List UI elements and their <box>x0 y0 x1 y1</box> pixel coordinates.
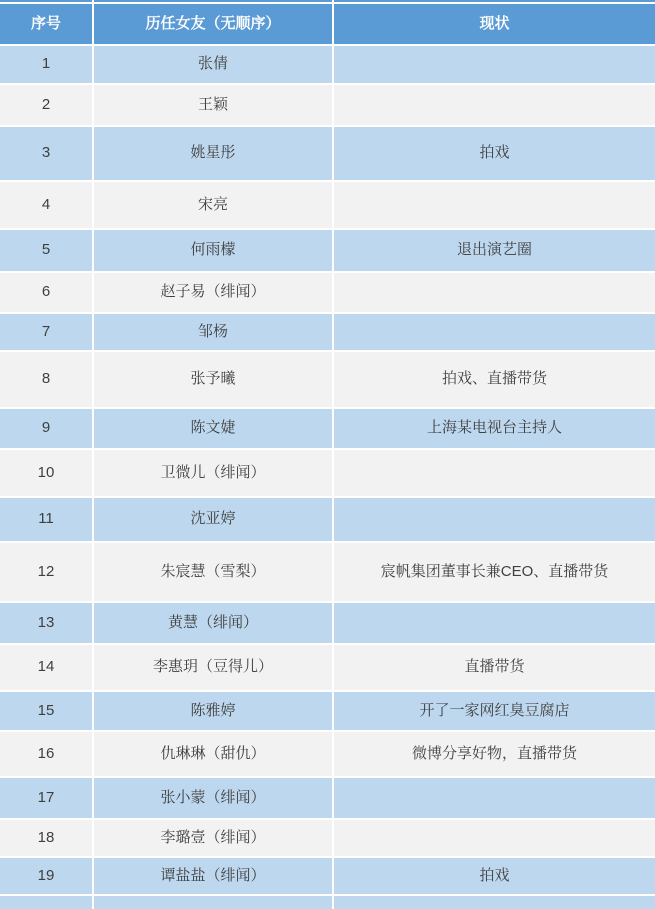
row-number-cell: 8 <box>0 352 94 409</box>
row-status-cell: 拍戏、直播带货 <box>334 352 655 409</box>
row-name-cell: 陈文婕 <box>94 409 334 450</box>
table-row <box>0 645 655 692</box>
row-status-cell <box>334 778 655 820</box>
header-cell-status: 现状 <box>334 4 655 46</box>
row-status-cell <box>334 85 655 127</box>
row-status-cell: 开了一家网红臭豆腐店 <box>334 692 655 732</box>
row-name-cell: 李璐壹（绯闻） <box>94 820 334 858</box>
table-row <box>0 314 655 352</box>
table-row <box>0 858 655 896</box>
row-name-cell: 姚星彤 <box>94 127 334 182</box>
row-number-cell: 14 <box>0 645 94 692</box>
row-number-cell: 6 <box>0 273 94 314</box>
row-number-cell: 1 <box>0 46 94 85</box>
row-name-cell: 谭盐盐（绯闻） <box>94 858 334 896</box>
table-row <box>0 603 655 645</box>
row-name-cell: 朱宸慧（雪梨） <box>94 543 334 603</box>
row-status-cell: 微博分享好物，直播带货 <box>334 732 655 778</box>
row-name-cell: 张予曦 <box>94 352 334 409</box>
row-status-cell <box>334 603 655 645</box>
row-status-cell <box>334 314 655 352</box>
row-name-cell: 邹杨 <box>94 314 334 352</box>
row-status-cell <box>334 182 655 230</box>
row-status-cell <box>334 273 655 314</box>
row-name-cell: 卫微儿（绯闻） <box>94 450 334 498</box>
row-status-cell <box>334 820 655 858</box>
row-status-cell: 上海某电视台主持人 <box>334 409 655 450</box>
row-status-cell <box>334 498 655 543</box>
row-number-cell: 13 <box>0 603 94 645</box>
row-number-cell: 16 <box>0 732 94 778</box>
table-row <box>0 498 655 543</box>
row-name-cell: 陈雅婷 <box>94 692 334 732</box>
row-number-cell: 7 <box>0 314 94 352</box>
row-name-cell: 何雨檬 <box>94 230 334 273</box>
table-row <box>0 543 655 603</box>
header-cell-name: 历任女友（无顺序） <box>94 4 334 46</box>
row-name-cell: 张倩 <box>94 46 334 85</box>
table-row <box>0 85 655 127</box>
cutoff-row-below <box>0 896 655 909</box>
row-name-cell: 王颖 <box>94 85 334 127</box>
row-number-cell: 2 <box>0 85 94 127</box>
row-number-cell: 3 <box>0 127 94 182</box>
table-row <box>0 450 655 498</box>
row-number-cell: 5 <box>0 230 94 273</box>
row-status-cell: 拍戏 <box>334 127 655 182</box>
row-name-cell: 宋亮 <box>94 182 334 230</box>
row-number-cell: 10 <box>0 450 94 498</box>
row-status-cell: 直播带货 <box>334 645 655 692</box>
row-number-cell: 11 <box>0 498 94 543</box>
row-name-cell: 赵子易（绯闻） <box>94 273 334 314</box>
row-number-cell: 15 <box>0 692 94 732</box>
row-number-cell: 18 <box>0 820 94 858</box>
row-name-cell: 张小蒙（绯闻） <box>94 778 334 820</box>
table-row <box>0 127 655 182</box>
cutoff-cell <box>94 896 334 909</box>
row-status-cell: 宸帆集团董事长兼CEO、直播带货 <box>334 543 655 603</box>
table-row <box>0 692 655 732</box>
table-row <box>0 230 655 273</box>
header-cell-number: 序号 <box>0 4 94 46</box>
table-row <box>0 732 655 778</box>
table-row <box>0 352 655 409</box>
cutoff-cell <box>334 896 655 909</box>
table-row <box>0 46 655 85</box>
row-name-cell: 黄慧（绯闻） <box>94 603 334 645</box>
table-row <box>0 409 655 450</box>
row-number-cell: 9 <box>0 409 94 450</box>
table-row <box>0 182 655 230</box>
row-status-cell <box>334 46 655 85</box>
row-number-cell: 12 <box>0 543 94 603</box>
row-name-cell: 沈亚婷 <box>94 498 334 543</box>
row-number-cell: 17 <box>0 778 94 820</box>
table-body <box>0 46 655 896</box>
row-name-cell: 仇琳琳（甜仇） <box>94 732 334 778</box>
row-name-cell: 李惠玥（豆得儿） <box>94 645 334 692</box>
row-number-cell: 4 <box>0 182 94 230</box>
row-status-cell <box>334 450 655 498</box>
table-row <box>0 820 655 858</box>
table-row <box>0 273 655 314</box>
row-number-cell: 19 <box>0 858 94 896</box>
row-status-cell: 拍戏 <box>334 858 655 896</box>
table-row <box>0 778 655 820</box>
row-status-cell: 退出演艺圈 <box>334 230 655 273</box>
table-header-row <box>0 4 655 46</box>
cutoff-cell <box>0 896 94 909</box>
